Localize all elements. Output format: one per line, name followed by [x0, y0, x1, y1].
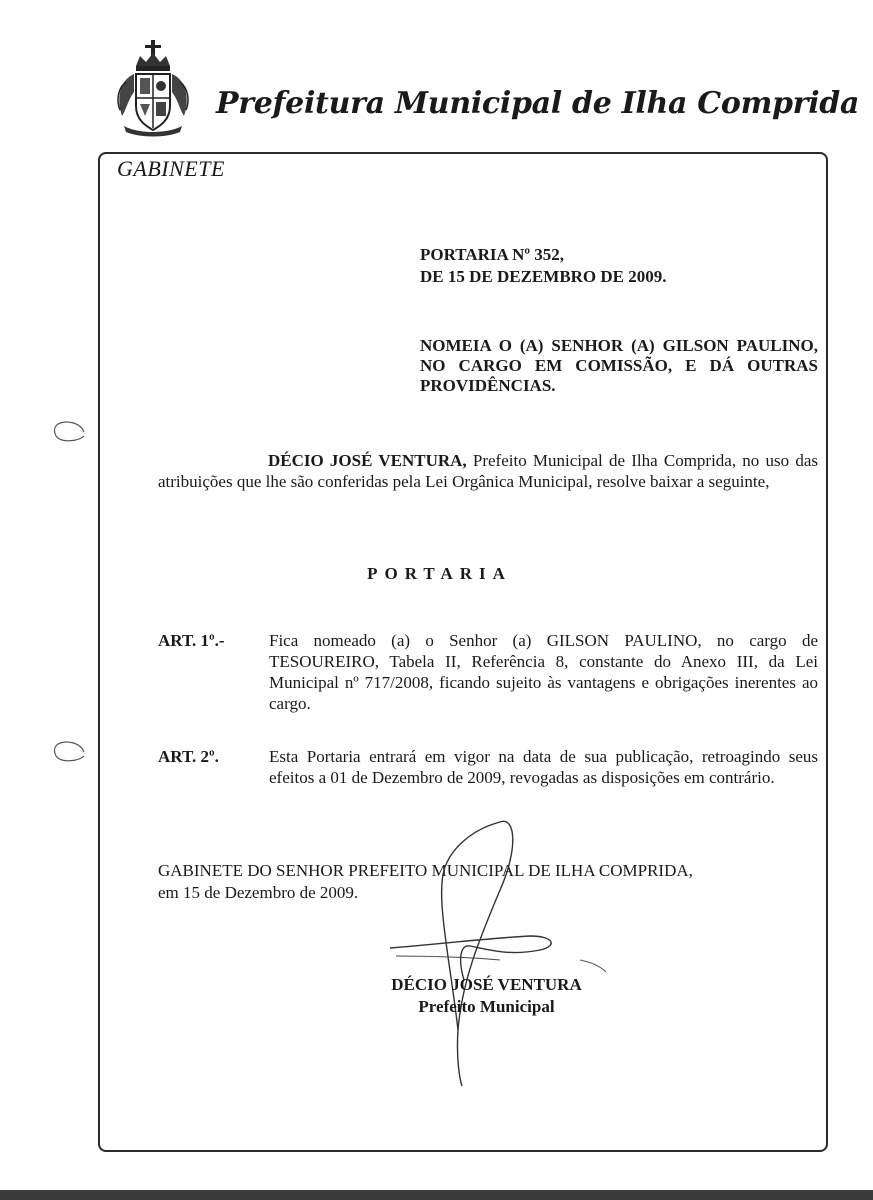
- article-text: Esta Portaria entrará em vigor na data de sua publicação, retroagindo seus efeitos a 01 de Dezembro de 2009, revogadas as disposições em contrário.: [269, 747, 818, 787]
- article-2: [158, 746, 818, 788]
- preamble-name: DÉCIO JOSÉ VENTURA,: [268, 451, 467, 470]
- portaria-heading: PORTARIA: [367, 564, 512, 583]
- portaria-date: DE 15 DE DEZEMBRO DE 2009.: [420, 267, 667, 286]
- punch-hole-icon: [50, 738, 86, 764]
- signer-title: Prefeito Municipal: [418, 997, 555, 1016]
- article-text: Fica nomeado (a) o Senhor (a) GILSON PAULINO, no cargo de TESOUREIRO, Tabela II, Referência 8, constante do Anexo III, da Lei Municipal nº 717/2008, ficando sujeito às vantagens e obrigações inerentes ao cargo.: [269, 631, 818, 713]
- ementa: NOMEIA O (A) SENHOR (A) GILSON PAULINO, NO CARGO EM COMISSÃO, E DÁ OUTRAS PROVIDÊNCIAS.: [420, 336, 818, 395]
- handwritten-signature: [340, 810, 620, 1090]
- signer-name: DÉCIO JOSÉ VENTURA: [391, 975, 582, 994]
- article-label: ART. 2º.: [158, 747, 219, 766]
- portaria-number-block: [420, 244, 667, 288]
- section-label: GABINETE: [117, 156, 225, 181]
- municipal-coat-of-arms-icon: [114, 40, 192, 138]
- punch-hole-icon: [50, 418, 86, 444]
- preamble: [158, 450, 818, 492]
- page-title: Prefeitura Municipal de Ilha Comprida: [216, 86, 860, 121]
- portaria-number: PORTARIA Nº 352,: [420, 245, 565, 264]
- article-label: ART. 1º.-: [158, 631, 225, 650]
- article-1: [158, 630, 818, 714]
- preamble-text: Prefeito Municipal de Ilha Comprida, no uso das atribuições que lhe são conferidas pela Lei Orgânica Municipal, resolve baixar a seguinte,: [158, 451, 818, 491]
- closing-date: em 15 de Dezembro de 2009.: [158, 883, 359, 902]
- scan-edge-band: [0, 1190, 873, 1200]
- closing-line: GABINETE DO SENHOR PREFEITO MUNICIPAL DE ILHA COMPRIDA,: [158, 861, 693, 880]
